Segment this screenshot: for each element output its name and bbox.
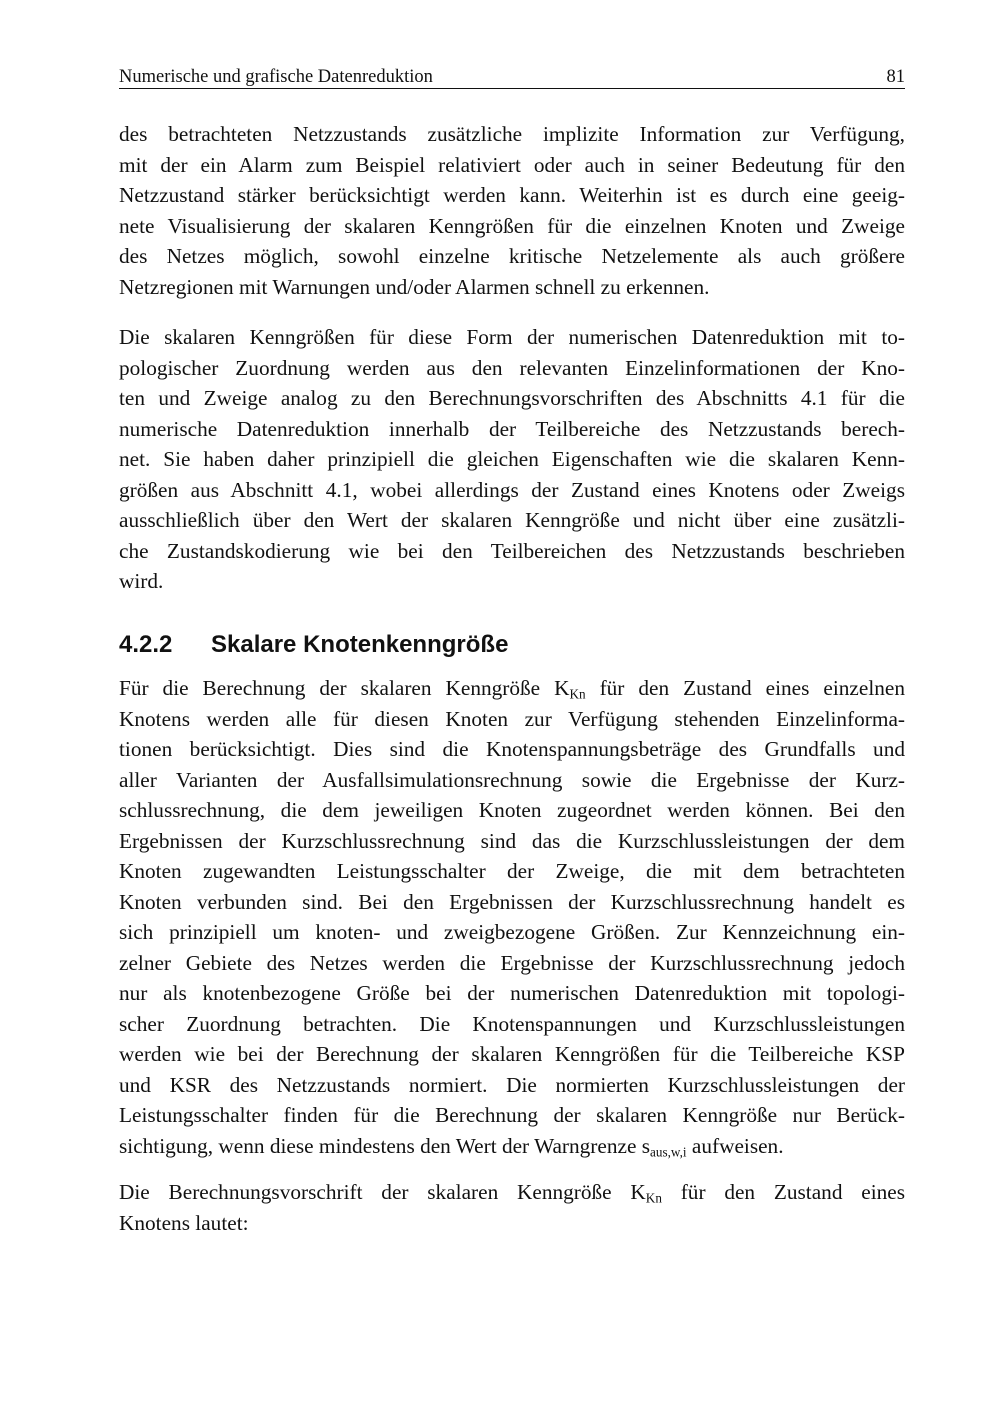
text-line: Für die Berechnung der skalaren Kenngröße $K_{Kn}$ für den Zustand eines einzelnen [119, 676, 905, 702]
text-line: und KSR des Netzzustands normiert. Die normierten Kurzschlussleistungen der [119, 1072, 905, 1097]
page-number: 81 [886, 67, 905, 87]
text-line: Leistungsschalter finden für die Berechnung der skalaren Kenngröße nur Berück- [119, 1103, 905, 1127]
text-line: sich prinzipiell um knoten- und zweigbezogene Größen. Zur Kennzeichnung ein- [119, 920, 905, 944]
subscript: aus,w,i [650, 1143, 687, 1159]
running-title: Numerische und grafische Datenreduktion [119, 67, 433, 87]
text-line: Netzregionen mit Warnungen und/oder Alarmen schnell zu erkennen. [119, 274, 710, 299]
text-line: pologischer Zuordnung werden aus den relevanten Einzelinformationen der Kno- [119, 355, 905, 380]
paragraph-intro [119, 119, 905, 302]
text-line: Knotens lautet: [119, 1210, 249, 1235]
text-line: net. Sie haben daher prinzipiell die gleichen Eigenschaften wie die skalaren Kenn- [119, 447, 905, 471]
section-title: Skalare Knotenkenngröße [211, 631, 509, 658]
subscript: Kn [569, 686, 586, 702]
text-line: ausschließlich über den Wert der skalaren Kenngröße und nicht über eine zusätzli- [119, 508, 905, 532]
running-header [119, 66, 905, 89]
section-heading [119, 628, 508, 662]
text-line: Ergebnissen der Kurzschlussrechnung sind das die Kurzschlussleistungen der dem [119, 828, 905, 853]
text-line: numerische Datenreduktion innerhalb der Teilbereiche des Netzzustands berech- [119, 416, 905, 441]
text-line: nur als knotenbezogene Größe bei der numerischen Datenreduktion mit topologi- [119, 981, 905, 1005]
text-line: Die Berechnungsvorschrift der skalaren Kenngröße $K_{Kn}$ für den Zustand eines [119, 1180, 906, 1206]
text-line: des betrachteten Netzzustands zusätzliche implizite Information zur Verfügung, [119, 122, 905, 146]
text-line: Netzzustand stärker berücksichtigt werden kann. Weiterhin ist es durch eine geeig- [119, 183, 905, 207]
paragraph-scalar-metrics [119, 322, 905, 597]
text-line: ten und Zweige analog zu den Berechnungsvorschriften des Abschnitts 4.1 für die [119, 386, 905, 410]
text-line: scher Zuordnung betrachten. Die Knotenspannungen und Kurzschlussleistungen [119, 1011, 905, 1036]
text-line: schlussrechnung, die dem jeweiligen Knoten zugeordnet werden können. Bei den [119, 798, 905, 822]
subscript: Kn [645, 1190, 662, 1206]
text-line: aller Varianten der Ausfallsimulationsrechnung sowie die Ergebnisse der Kurz- [119, 767, 905, 792]
text-line: des Netzes möglich, sowohl einzelne kritische Netzelemente als auch größere [119, 244, 905, 268]
text-line: Knotens werden alle für diesen Knoten zur Verfügung stehenden Einzelinforma- [119, 706, 905, 731]
text-line: Die skalaren Kenngrößen für diese Form der numerischen Datenreduktion mit to- [119, 325, 905, 349]
text-line: zelner Gebiete des Netzes werden die Ergebnisse der Kurzschlussrechnung jedoch [119, 950, 905, 975]
text-line: Knoten zugewandten Leistungsschalter der Zweige, die mit dem betrachteten [119, 859, 905, 883]
section-number: 4.2.2 [119, 631, 173, 658]
text-line: Knoten verbunden sind. Bei den Ergebnissen der Kurzschlussrechnung handelt es [119, 889, 905, 914]
paragraph-node-metric [119, 673, 905, 1161]
text-line: sichtigung, wenn diese mindestens den Wert der Warngrenze $s_{aus,w,i}$ aufweisen. [119, 1133, 784, 1159]
text-line: mit der ein Alarm zum Beispiel relativiert oder auch in seiner Bedeutung für den [119, 152, 905, 177]
text-line: werden wie bei der Berechnung der skalaren Kenngrößen für die Teilbereiche KSP [119, 1042, 905, 1066]
text-line: tionen berücksichtigt. Dies sind die Knotenspannungsbeträge des Grundfalls und [119, 737, 905, 761]
text-line: nete Visualisierung der skalaren Kenngrößen für die einzelnen Knoten und Zweige [119, 213, 905, 238]
text-line: che Zustandskodierung wie bei den Teilbereichen des Netzzustands beschrieben [119, 538, 905, 563]
text-line: wird. [119, 569, 164, 593]
text-line: größen aus Abschnitt 4.1, wobei allerdings der Zustand eines Knotens oder Zweigs [119, 477, 905, 502]
paragraph-formula-intro [119, 1177, 905, 1238]
